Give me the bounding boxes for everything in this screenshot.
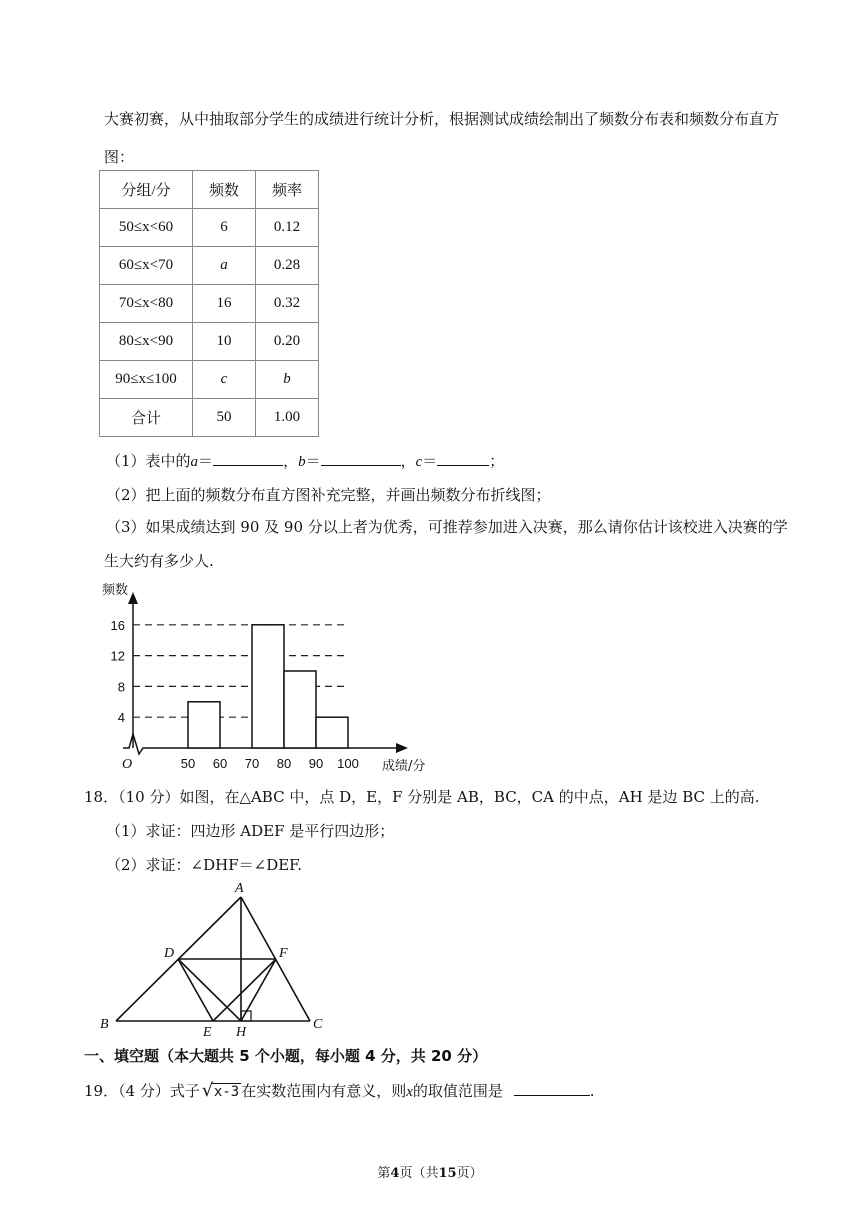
histogram-bar-70-80	[252, 625, 284, 748]
page-number: 4	[390, 1166, 400, 1181]
radicand: x-3	[213, 1084, 240, 1100]
var-b: b	[298, 454, 306, 470]
equals-sign: ＝	[305, 452, 321, 470]
table-cell-freq: c	[193, 361, 256, 399]
point-label-a: A	[235, 881, 244, 896]
table-cell-freq: a	[193, 247, 256, 285]
table-cell-group: 60≤x<70	[100, 247, 193, 285]
q17-part-3-line-1: （3）如果成绩达到 90 及 90 分以上者为优秀，可推荐参加进入决赛，那么请你估计该校进入决赛的学	[106, 518, 788, 536]
table-header-cell: 频率	[256, 171, 319, 209]
table-cell-group: 合计	[100, 399, 193, 437]
table-cell-rate: 1.00	[256, 399, 319, 437]
point-label-e: E	[203, 1025, 212, 1040]
table-cell-rate: b	[256, 361, 319, 399]
y-tick-label: 4	[117, 710, 125, 726]
table-cell-freq: 16	[193, 285, 256, 323]
table-cell-group: 90≤x≤100	[100, 361, 193, 399]
table-cell-freq: 6	[193, 209, 256, 247]
table-cell-rate: 0.32	[256, 285, 319, 323]
histogram-bar-90-100	[316, 717, 348, 748]
separator: ，	[400, 452, 416, 470]
point-label-d: D	[164, 946, 175, 961]
table-cell-rate: 0.12	[256, 209, 319, 247]
table-header-cell: 频数	[193, 171, 256, 209]
q19-end: .	[589, 1082, 595, 1100]
y-axis-label: 频数	[102, 583, 129, 598]
histogram-bar-50-60	[188, 702, 220, 748]
answer-blank	[514, 1081, 590, 1096]
q17-part-2: （2）把上面的频数分布直方图补充完整，并画出频数分布折线图；	[106, 486, 551, 504]
table-cell-group: 80≤x<90	[100, 323, 193, 361]
y-tick-label: 12	[110, 648, 125, 664]
var-c: c	[415, 454, 423, 470]
x-tick-label: 90	[308, 756, 324, 771]
sqrt-expression	[202, 1082, 241, 1100]
q18-title: 18．（10 分）如图，在△ABC 中，点 D，E，F 分别是 AB，BC，CA 的中点，AH 是边 BC 上的高.	[84, 788, 760, 806]
separator: ，	[283, 452, 299, 470]
table-cell-group: 70≤x<80	[100, 285, 193, 323]
page-footer	[0, 1162, 860, 1181]
q19-prefix: 19．（4 分）式子	[84, 1082, 200, 1100]
q19-middle: 在实数范围内有意义，则	[241, 1082, 407, 1100]
table-cell-freq: 10	[193, 323, 256, 361]
x-tick-label: 60	[212, 756, 228, 771]
histogram-bar-80-90	[284, 671, 316, 748]
q17-part-3-line-2: 生大约有多少人.	[104, 552, 214, 570]
table-header-cell: 分组/分	[100, 171, 193, 209]
footer-text: 页（共	[399, 1166, 439, 1181]
section-title: 一、填空题（本大题共 5 个小题，每小题 4 分，共 20 分）	[84, 1047, 488, 1065]
equals-sign: ＝	[422, 452, 438, 470]
x-tick-label: 100	[337, 756, 359, 771]
table-cell-group: 50≤x<60	[100, 209, 193, 247]
intro-line-1: 大赛初赛，从中抽取部分学生的成绩进行统计分析，根据测试成绩绘制出了频数分布表和频数分布直方	[104, 110, 780, 128]
table-cell-rate: 0.20	[256, 323, 319, 361]
y-tick-label: 16	[110, 617, 125, 633]
terminator: ；	[489, 452, 505, 470]
point-label-h: H	[236, 1025, 247, 1040]
y-axis-arrow-icon	[128, 592, 138, 604]
x-tick-label: 80	[276, 756, 292, 771]
x-axis-label: 成绩/分	[382, 759, 426, 774]
origin-label: O	[122, 757, 133, 772]
q18-part-2: （2）求证：∠DHF＝∠DEF.	[106, 856, 303, 874]
x-tick-label: 70	[244, 756, 260, 771]
table-cell-freq: 50	[193, 399, 256, 437]
footer-text: 第	[377, 1166, 391, 1181]
intro-line-2: 图：	[104, 148, 135, 166]
q19-line	[84, 1080, 594, 1101]
point-label-b: B	[100, 1017, 109, 1032]
footer-text: 页）	[456, 1166, 483, 1181]
total-pages: 15	[438, 1166, 457, 1181]
table-cell-rate: 0.28	[256, 247, 319, 285]
var-a: a	[190, 454, 199, 470]
point-label-f: F	[279, 946, 288, 961]
q17-part1-prefix: （1）表中的	[106, 452, 191, 470]
x-tick-label: 50	[180, 756, 196, 771]
radical-sign-icon: √	[201, 1080, 214, 1101]
y-tick-label: 8	[117, 679, 125, 695]
point-label-c: C	[313, 1017, 323, 1032]
x-axis-arrow-icon	[396, 743, 408, 753]
q19-suffix: 的取值范围是	[412, 1082, 503, 1100]
var-x: x	[406, 1084, 413, 1100]
q18-part-1: （1）求证：四边形 ADEF 是平行四边形；	[106, 822, 395, 840]
equals-sign: ＝	[198, 452, 214, 470]
